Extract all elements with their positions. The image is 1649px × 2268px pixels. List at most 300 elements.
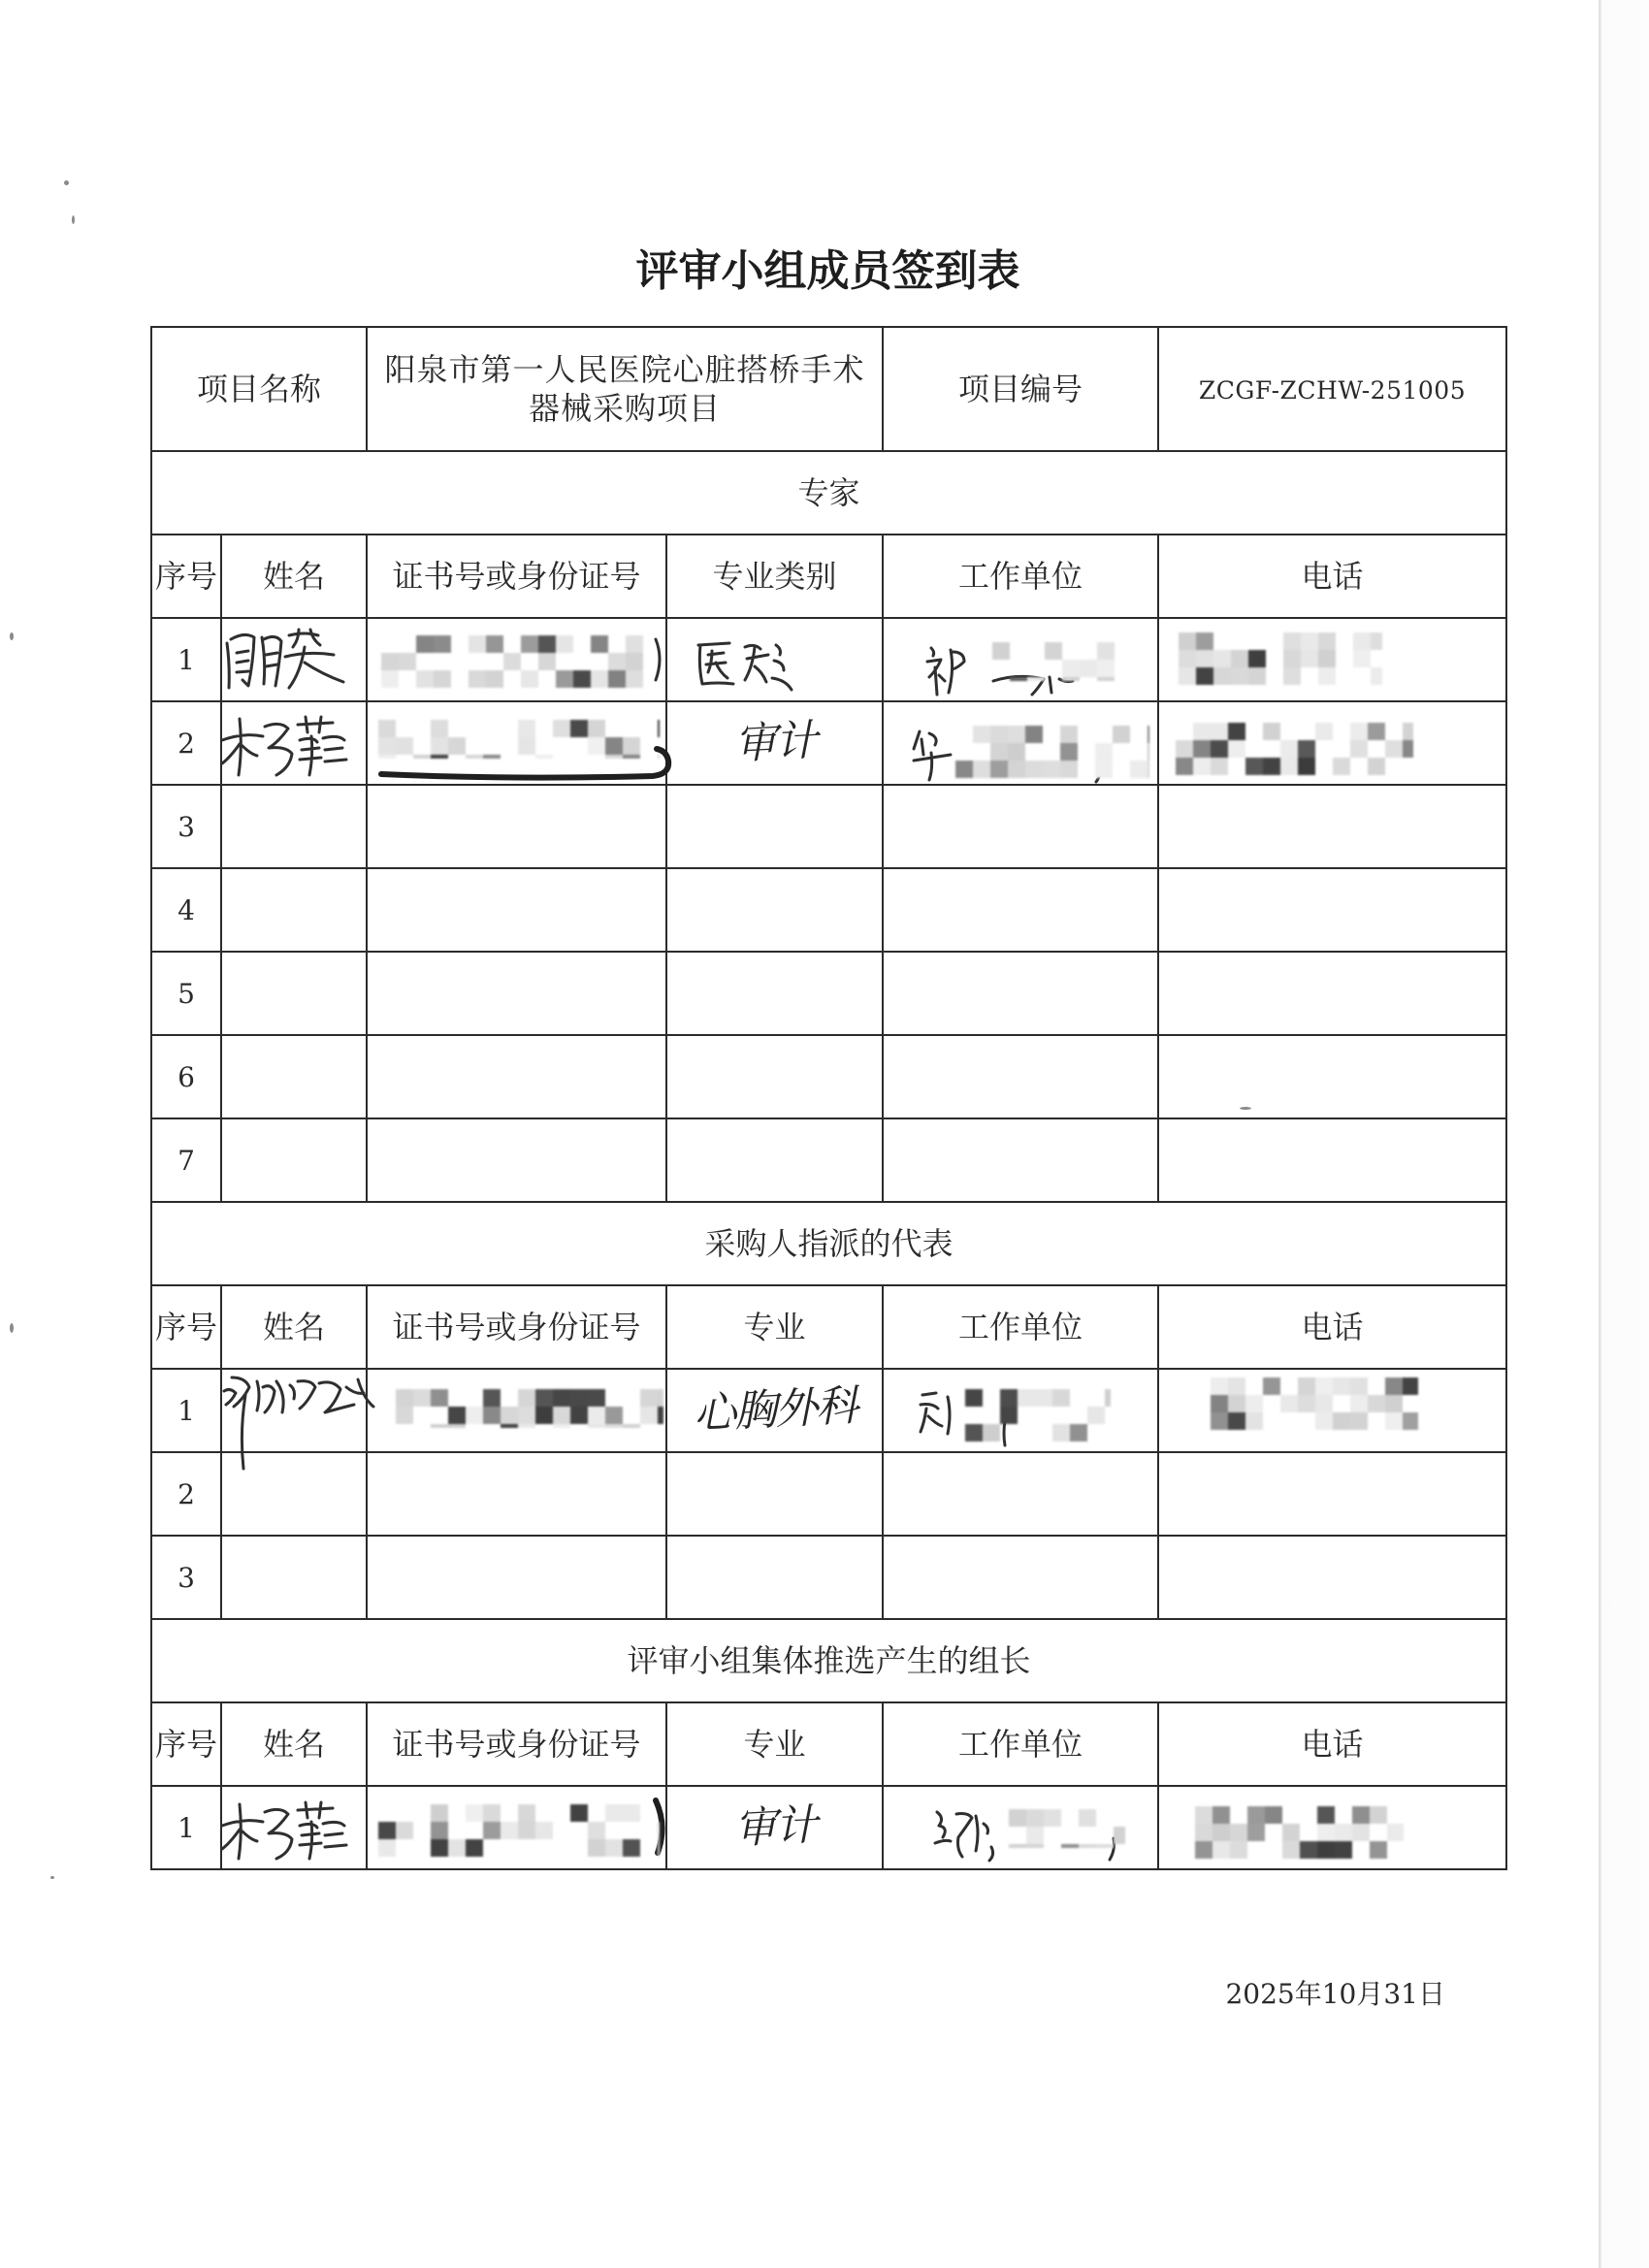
mosaic-block xyxy=(570,720,588,737)
mosaic-block xyxy=(378,755,396,759)
mosaic-block xyxy=(623,1804,640,1822)
redacted-id-number xyxy=(378,1804,660,1857)
mosaic-block xyxy=(483,1822,501,1839)
serial-number-cell xyxy=(151,1369,221,1452)
mosaic-block xyxy=(990,726,1008,743)
work-unit-cell xyxy=(883,785,1158,868)
mosaic-block xyxy=(626,653,643,670)
mosaic-block xyxy=(518,1389,535,1407)
mosaic-block xyxy=(1263,758,1280,775)
mosaic-block xyxy=(396,1822,413,1839)
mosaic-block xyxy=(378,1822,396,1839)
mosaic-block xyxy=(1008,761,1025,778)
mosaic-block xyxy=(588,737,605,755)
redacted-phone xyxy=(1195,1806,1404,1859)
mosaic-block xyxy=(658,1822,660,1839)
mosaic-block xyxy=(608,653,626,670)
mosaic-block xyxy=(448,737,466,755)
handwritten-work-unit-mark xyxy=(917,1389,961,1440)
mosaic-block xyxy=(1283,632,1301,650)
header-specialty: 专业 xyxy=(666,1285,883,1369)
mosaic-block xyxy=(1333,1377,1350,1395)
mosaic-block xyxy=(1247,1824,1265,1841)
mosaic-block xyxy=(469,635,486,653)
name-cell xyxy=(221,1536,367,1619)
mosaic-block xyxy=(623,755,640,759)
experts-section-title: 专家 xyxy=(151,451,1506,535)
mosaic-block xyxy=(626,635,643,653)
mosaic-block xyxy=(466,755,483,759)
mosaic-block xyxy=(1079,1809,1096,1827)
mosaic-block xyxy=(396,737,413,755)
handwriting-strokes xyxy=(652,635,665,684)
mosaic-block xyxy=(1333,758,1350,775)
serial-number: 6 xyxy=(178,1061,195,1093)
experts-section-row xyxy=(151,451,1506,535)
mosaic-block xyxy=(990,761,1008,778)
serial-number: 7 xyxy=(178,1145,195,1177)
handwriting-strokes xyxy=(931,1804,1005,1863)
id-number-cell xyxy=(367,1536,666,1619)
handwritten-specialty: 审计 xyxy=(732,715,817,770)
mosaic-block xyxy=(521,670,538,688)
mosaic-block xyxy=(573,670,591,688)
mosaic-block xyxy=(1301,632,1318,650)
mosaic-block xyxy=(518,1424,535,1428)
mosaic-block xyxy=(378,1839,396,1857)
mosaic-block xyxy=(1280,758,1298,775)
mosaic-block xyxy=(626,670,643,688)
mosaic-block xyxy=(1298,1377,1315,1395)
mosaic-block xyxy=(1370,1806,1387,1824)
handwriting-strokes xyxy=(925,640,972,698)
specialty-cell xyxy=(666,785,883,868)
signature-strokes xyxy=(218,1368,381,1473)
mosaic-block xyxy=(466,1407,483,1424)
redacted-work-unit xyxy=(965,1389,1111,1442)
mosaic-block xyxy=(483,1804,501,1822)
mosaic-block xyxy=(1213,650,1231,667)
mosaic-block xyxy=(518,1804,535,1822)
phone-cell xyxy=(1158,785,1506,868)
mosaic-block xyxy=(1265,1806,1282,1824)
id-number-cell xyxy=(367,785,666,868)
signature-strokes xyxy=(218,1797,352,1863)
phone-cell xyxy=(1158,952,1506,1035)
mosaic-block xyxy=(588,720,605,737)
handwritten-specialty-mark xyxy=(691,635,799,696)
header-work-unit: 工作单位 xyxy=(883,535,1158,618)
mosaic-block xyxy=(1385,1395,1403,1412)
mosaic-block xyxy=(1368,723,1385,740)
mosaic-block xyxy=(588,1389,605,1407)
header-id-number: 证书号或身份证号 xyxy=(367,535,666,618)
project-name: 阳泉市第一人民医院心脏搭桥手术器械采购项目 xyxy=(384,351,865,427)
mosaic-block xyxy=(658,1839,660,1857)
mosaic-block xyxy=(518,1822,535,1839)
mosaic-block xyxy=(1230,1841,1247,1859)
mosaic-block xyxy=(588,1424,605,1428)
mosaic-block xyxy=(1282,1824,1300,1841)
work-unit-cell xyxy=(883,1452,1158,1536)
mosaic-block xyxy=(1211,1412,1228,1430)
mosaic-block xyxy=(1315,1395,1333,1412)
header-id-number: 证书号或身份证号 xyxy=(367,1702,666,1786)
mosaic-block xyxy=(535,755,553,759)
mosaic-block xyxy=(1212,1841,1230,1859)
mosaic-block xyxy=(431,1424,448,1428)
mosaic-block xyxy=(1335,1824,1352,1841)
mosaic-block xyxy=(381,670,399,688)
mosaic-block xyxy=(570,1804,588,1822)
mosaic-block xyxy=(1062,660,1080,677)
specialty-cell xyxy=(666,701,883,785)
mosaic-block xyxy=(1026,1844,1044,1848)
scan-speck xyxy=(10,632,14,640)
serial-number-cell xyxy=(151,701,221,785)
mosaic-block xyxy=(658,755,660,759)
mosaic-block xyxy=(521,635,538,653)
mosaic-block xyxy=(1245,1412,1263,1430)
mosaic-block xyxy=(1087,1407,1105,1424)
id-number-cell xyxy=(367,1452,666,1536)
mosaic-block xyxy=(378,720,396,737)
header-id-number: 证书号或身份证号 xyxy=(367,1285,666,1369)
mosaic-block xyxy=(1352,1824,1370,1841)
mosaic-block xyxy=(416,635,434,653)
mosaic-block xyxy=(1025,761,1043,778)
specialty-cell xyxy=(666,868,883,952)
serial-number: 2 xyxy=(178,728,195,760)
mosaic-block xyxy=(396,1389,413,1407)
experts-header-row xyxy=(151,535,1506,618)
mosaic-block xyxy=(556,635,573,653)
handwritten-specialty: 心胸外科 xyxy=(692,1380,857,1440)
mosaic-block xyxy=(413,755,431,759)
project-code-label: 项目编号 xyxy=(883,327,1158,451)
mosaic-block xyxy=(1196,650,1213,667)
mosaic-block xyxy=(992,642,1010,660)
mosaic-block xyxy=(1283,667,1301,685)
mosaic-block xyxy=(570,1407,588,1424)
mosaic-block xyxy=(1353,650,1371,667)
mosaic-block xyxy=(1195,1806,1212,1824)
header-name: 姓名 xyxy=(221,535,367,618)
mosaic-block xyxy=(466,1804,483,1822)
mosaic-block xyxy=(973,761,990,778)
mosaic-block xyxy=(1280,1395,1298,1412)
mosaic-block xyxy=(1035,1389,1052,1407)
id-number-cell xyxy=(367,1118,666,1202)
mosaic-block xyxy=(1114,1827,1125,1844)
project-info-row xyxy=(151,327,1506,451)
expert-row xyxy=(151,1118,1506,1202)
mosaic-block xyxy=(448,1839,466,1857)
mosaic-block xyxy=(1403,1412,1418,1430)
handwritten-work-unit-mark xyxy=(925,640,972,698)
mosaic-block xyxy=(973,726,990,743)
leader-header-row xyxy=(151,1702,1506,1786)
specialty-cell xyxy=(666,1536,883,1619)
mosaic-block xyxy=(1385,1412,1403,1430)
header-phone: 电话 xyxy=(1158,1702,1506,1786)
mosaic-block xyxy=(434,635,451,653)
sign-in-table xyxy=(150,326,1507,1870)
mosaic-block xyxy=(1193,723,1211,740)
header-work-unit: 工作单位 xyxy=(883,1702,1158,1786)
handwritten-signature xyxy=(218,713,352,779)
header-phone: 电话 xyxy=(1158,1285,1506,1369)
mosaic-block xyxy=(605,1839,623,1857)
serial-number-cell xyxy=(151,952,221,1035)
specialty-cell xyxy=(666,1118,883,1202)
handwritten-specialty: 审计 xyxy=(732,1799,817,1855)
header-work-unit: 工作单位 xyxy=(883,1285,1158,1369)
mosaic-block xyxy=(1195,1824,1212,1841)
handwritten-work-unit-mark xyxy=(912,726,954,782)
mosaic-block xyxy=(431,1822,448,1839)
mosaic-block xyxy=(1403,1377,1418,1395)
mosaic-block xyxy=(1231,667,1248,685)
project-name-label: 项目名称 xyxy=(151,327,367,451)
serial-number: 4 xyxy=(178,894,195,926)
mosaic-block xyxy=(1176,758,1193,775)
mosaic-block xyxy=(1148,761,1149,778)
mosaic-block xyxy=(1096,1844,1114,1848)
mosaic-block xyxy=(413,1389,431,1407)
mosaic-block xyxy=(1211,1395,1228,1412)
mosaic-block xyxy=(1368,758,1385,775)
mosaic-block xyxy=(588,1822,605,1839)
mosaic-block xyxy=(1026,1827,1044,1844)
mosaic-block xyxy=(1335,1841,1352,1859)
mosaic-block xyxy=(1282,1841,1300,1859)
signature-strokes xyxy=(221,626,357,696)
work-unit-cell xyxy=(883,1536,1158,1619)
mosaic-block xyxy=(1298,1395,1315,1412)
header-specialty: 专业 xyxy=(666,1702,883,1786)
mosaic-block xyxy=(381,653,399,670)
id-number-cell xyxy=(367,952,666,1035)
mosaic-block xyxy=(623,1839,640,1857)
mosaic-block xyxy=(431,755,448,759)
mosaic-block xyxy=(535,1389,553,1407)
mosaic-block xyxy=(538,635,556,653)
handwritten-signature xyxy=(221,626,357,696)
mosaic-block xyxy=(1315,1377,1333,1395)
mosaic-block xyxy=(1097,642,1115,660)
mosaic-block xyxy=(1350,723,1368,740)
mosaic-block xyxy=(955,761,973,778)
mosaic-block xyxy=(1009,1844,1026,1848)
expert-row xyxy=(151,868,1506,952)
work-unit-cell xyxy=(883,1035,1158,1118)
mosaic-block xyxy=(1385,740,1403,758)
serial-number: 5 xyxy=(178,978,195,1010)
mosaic-block xyxy=(1333,1412,1350,1430)
mosaic-block xyxy=(591,670,608,688)
handwriting-strokes xyxy=(917,1389,961,1440)
project-code-cell xyxy=(1158,327,1506,451)
serial-number: 1 xyxy=(178,1812,195,1844)
mosaic-block xyxy=(1062,677,1080,681)
mosaic-block xyxy=(1095,761,1113,778)
mosaic-block xyxy=(1350,1377,1368,1395)
mosaic-block xyxy=(1263,723,1280,740)
mosaic-block xyxy=(658,1389,663,1407)
mosaic-block xyxy=(1043,761,1060,778)
scan-speck xyxy=(64,180,69,185)
scan-speck xyxy=(50,1876,54,1879)
mosaic-block xyxy=(1317,1824,1335,1841)
mosaic-block xyxy=(378,737,396,755)
representative-row xyxy=(151,1536,1506,1619)
mosaic-block xyxy=(518,720,535,737)
expert-row xyxy=(151,952,1506,1035)
mosaic-block xyxy=(640,1407,658,1424)
mosaic-block xyxy=(1195,1841,1212,1859)
phone-cell xyxy=(1158,1536,1506,1619)
mosaic-block xyxy=(518,1407,535,1424)
mosaic-block xyxy=(1228,1412,1245,1430)
work-unit-cell xyxy=(883,952,1158,1035)
specialty-cell xyxy=(666,1035,883,1118)
mosaic-block xyxy=(501,1407,518,1424)
mosaic-block xyxy=(1211,740,1228,758)
serial-number: 1 xyxy=(178,644,195,676)
mosaic-block xyxy=(1052,1389,1070,1407)
serial-number-cell xyxy=(151,785,221,868)
serial-number-cell xyxy=(151,868,221,952)
scan-speck xyxy=(72,215,75,224)
mosaic-block xyxy=(1060,726,1078,743)
mosaic-block xyxy=(1300,1841,1317,1859)
mosaic-block xyxy=(1045,642,1062,660)
mosaic-block xyxy=(1317,1806,1335,1824)
mosaic-block xyxy=(605,1804,623,1822)
serial-number: 1 xyxy=(178,1395,195,1427)
mosaic-block xyxy=(1027,677,1045,681)
name-cell xyxy=(221,785,367,868)
phone-cell xyxy=(1158,1118,1506,1202)
redacted-phone xyxy=(1193,1377,1418,1430)
mosaic-block xyxy=(1061,1844,1079,1848)
expert-row xyxy=(151,1035,1506,1118)
mosaic-block xyxy=(591,635,608,653)
mosaic-block xyxy=(466,1839,483,1857)
mosaic-block xyxy=(1044,1809,1061,1827)
mosaic-block xyxy=(553,1407,570,1424)
header-phone: 电话 xyxy=(1158,535,1506,618)
mosaic-block xyxy=(1080,660,1097,677)
mosaic-block xyxy=(1025,726,1043,743)
mosaic-block xyxy=(501,1822,518,1839)
mosaic-block xyxy=(1350,740,1368,758)
mosaic-block xyxy=(1052,1424,1070,1442)
handwriting-strokes xyxy=(691,635,799,696)
mosaic-block xyxy=(983,1424,1000,1442)
mosaic-block xyxy=(1113,726,1130,743)
mosaic-block xyxy=(588,1407,605,1424)
mosaic-block xyxy=(431,720,448,737)
mosaic-block xyxy=(1097,660,1115,677)
header-name: 姓名 xyxy=(221,1285,367,1369)
serial-number-cell xyxy=(151,1786,221,1869)
mosaic-block xyxy=(1248,650,1266,667)
mosaic-block xyxy=(1193,758,1211,775)
mosaic-block xyxy=(416,670,434,688)
mosaic-block xyxy=(1196,667,1213,685)
leader-section-row xyxy=(151,1619,1506,1702)
mosaic-block xyxy=(1212,1806,1230,1824)
mosaic-block xyxy=(1315,1412,1333,1430)
mosaic-block xyxy=(486,670,503,688)
mosaic-block xyxy=(1212,1824,1230,1841)
header-serial: 序号 xyxy=(151,1285,221,1369)
mosaic-block xyxy=(1350,1395,1368,1412)
mosaic-block xyxy=(553,1424,570,1428)
mosaic-block xyxy=(434,670,451,688)
mosaic-block xyxy=(483,1389,501,1407)
redacted-id-number xyxy=(381,635,643,688)
mosaic-block xyxy=(658,720,660,737)
mosaic-block xyxy=(1352,1806,1370,1824)
redacted-work-unit xyxy=(955,726,1149,778)
phone-cell xyxy=(1158,868,1506,952)
serial-number-cell xyxy=(151,1452,221,1536)
mosaic-block xyxy=(431,1804,448,1822)
mosaic-block xyxy=(1368,1395,1385,1412)
mosaic-block xyxy=(1130,761,1148,778)
project-name-cell xyxy=(367,327,883,451)
mosaic-block xyxy=(965,1389,983,1407)
mosaic-block xyxy=(1283,650,1301,667)
mosaic-block xyxy=(588,1839,605,1857)
representatives-header-row xyxy=(151,1285,1506,1369)
specialty-cell xyxy=(666,1452,883,1536)
mosaic-block xyxy=(1105,1389,1111,1407)
work-unit-cell xyxy=(883,868,1158,952)
mosaic-block xyxy=(1228,740,1245,758)
mosaic-block xyxy=(1008,726,1025,743)
redacted-work-unit xyxy=(1009,1809,1125,1848)
mosaic-block xyxy=(570,1389,588,1407)
handwritten-signature xyxy=(218,1797,352,1863)
mosaic-block xyxy=(1008,743,1025,761)
mosaic-block xyxy=(1301,650,1318,667)
mosaic-block xyxy=(1350,1412,1368,1430)
mosaic-block xyxy=(1247,1806,1265,1824)
mosaic-block xyxy=(1371,632,1382,650)
redacted-phone xyxy=(1179,632,1382,685)
mosaic-block xyxy=(1211,758,1228,775)
mosaic-block xyxy=(1179,632,1196,650)
serial-number-cell xyxy=(151,1035,221,1118)
mosaic-block xyxy=(965,1424,983,1442)
mosaic-block xyxy=(1070,1424,1087,1442)
redacted-id-number xyxy=(378,720,660,759)
mosaic-block xyxy=(605,737,623,755)
mosaic-block xyxy=(1370,1841,1387,1859)
mosaic-block xyxy=(623,1424,640,1428)
redacted-id-number xyxy=(396,1389,663,1428)
scan-speck xyxy=(10,1323,14,1333)
handwritten-work-unit-mark xyxy=(931,1804,1005,1863)
project-code: ZCGF-ZCHW-251005 xyxy=(1198,375,1467,405)
mosaic-block xyxy=(396,1407,413,1424)
mosaic-block xyxy=(1245,1395,1263,1412)
scan-speck xyxy=(1240,1107,1251,1110)
